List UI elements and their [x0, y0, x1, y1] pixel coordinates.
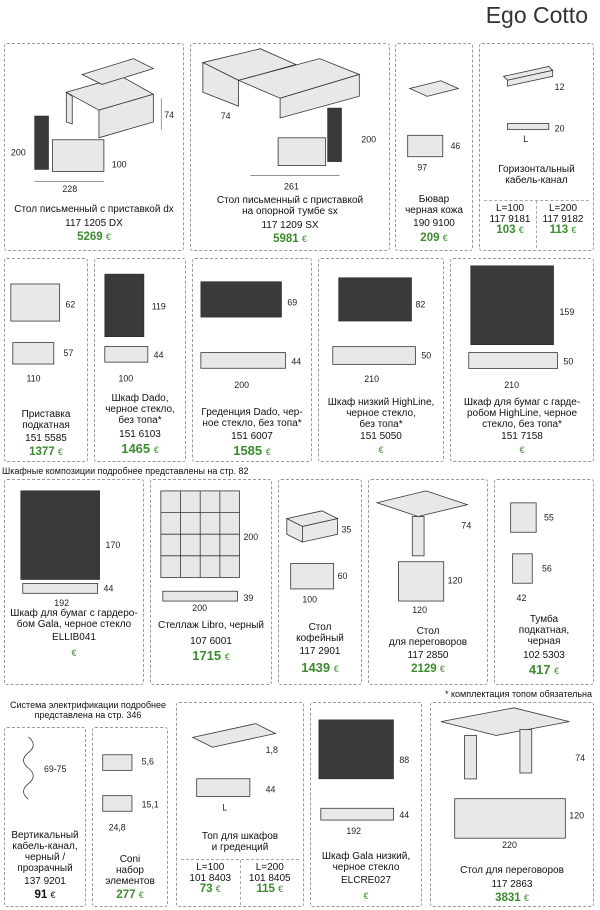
- product-name: Стеллаж Libro, черный: [157, 620, 265, 631]
- desk-sx-illustration: [191, 44, 389, 194]
- cable-channel-illustration: [480, 44, 593, 144]
- svg-text:50: 50: [421, 350, 432, 361]
- blotter-illustration: [396, 44, 472, 174]
- product-card-pedestal-extension[interactable]: [4, 258, 88, 462]
- product-card-gala-low[interactable]: [310, 702, 422, 907]
- product-card-cable-vertical[interactable]: [4, 727, 86, 907]
- svg-text:1,8: 1,8: [265, 745, 278, 756]
- product-code: 102 5303: [523, 650, 565, 661]
- svg-text:100: 100: [111, 159, 127, 170]
- product-code: 151 6007: [231, 431, 273, 442]
- product-price: €: [71, 648, 77, 658]
- product-price: 209 €: [420, 232, 448, 244]
- product-price: 5269 €: [77, 231, 111, 243]
- svg-text:74: 74: [220, 111, 231, 121]
- product-name: Шкаф низкий HighLine, черное стекло, без топа*: [327, 397, 435, 430]
- product-price: 277 €: [116, 889, 144, 901]
- product-code: 137 9201: [24, 876, 66, 887]
- product-code: 117 2863: [491, 879, 533, 890]
- product-code: 117 1205 DX: [65, 218, 123, 229]
- svg-text:200: 200: [234, 379, 250, 390]
- product-price: 91 €: [34, 889, 56, 901]
- coni-set-illustration: [93, 728, 167, 838]
- highline-low-illustration: [319, 259, 443, 389]
- product-card-mobile-pedestal[interactable]: [494, 479, 594, 685]
- product-price: €: [378, 445, 384, 455]
- product-card-blotter[interactable]: [395, 43, 473, 251]
- svg-text:97: 97: [417, 162, 428, 173]
- product-name: Шкаф Gala низкий, черное стекло: [321, 851, 411, 873]
- svg-text:44: 44: [153, 350, 164, 361]
- svg-text:56: 56: [542, 563, 552, 574]
- svg-text:69-75: 69-75: [44, 764, 67, 775]
- svg-text:192: 192: [346, 825, 362, 836]
- svg-text:50: 50: [563, 356, 574, 367]
- variant-item[interactable]: L=100 101 8403 73 €: [189, 862, 232, 895]
- svg-text:200: 200: [243, 532, 259, 543]
- variant-list: [484, 200, 589, 248]
- svg-text:55: 55: [544, 512, 554, 523]
- brand-title: Ego Cotto: [485, 2, 588, 28]
- product-card-dado-sideboard[interactable]: [192, 258, 312, 462]
- product-card-desk-sx[interactable]: [190, 43, 390, 251]
- desk-dx-illustration: [5, 44, 183, 194]
- svg-text:74: 74: [461, 520, 472, 531]
- dado-cabinet-illustration: [95, 259, 185, 389]
- product-code: 117 1209 SX: [261, 220, 319, 231]
- dado-sideboard-illustration: [193, 259, 311, 389]
- product-price: €: [519, 445, 525, 455]
- svg-text:44: 44: [103, 583, 114, 594]
- product-card-cabinet-top[interactable]: [176, 702, 304, 907]
- product-name: Стол кофейный: [296, 622, 344, 644]
- svg-text:69: 69: [287, 297, 298, 308]
- svg-text:159: 159: [559, 307, 575, 318]
- svg-text:120: 120: [412, 604, 428, 615]
- mobile-pedestal-illustration: [495, 480, 593, 610]
- highline-tall-illustration: [451, 259, 593, 389]
- product-card-gala-tall[interactable]: [4, 479, 144, 685]
- gala-tall-illustration: [5, 480, 143, 610]
- product-name: Вертикальный кабель-канал, черный / прозрачный: [11, 830, 79, 874]
- product-name: Топ для шкафов и греденций: [201, 831, 279, 853]
- product-name: Горизонтальный кабель-канал: [498, 164, 575, 186]
- product-card-coni-set[interactable]: [92, 727, 168, 907]
- svg-text:119: 119: [151, 301, 166, 312]
- product-name: Шкаф для бумаг с гарде- робом HighLine, черное стекло, без топа*: [463, 397, 581, 430]
- product-card-desk-dx[interactable]: [4, 43, 184, 251]
- product-name: Греденция Dado, чер- ное стекло, без топа*: [201, 407, 303, 429]
- variant-item[interactable]: L=100 117 9181 103 €: [489, 203, 531, 236]
- svg-text:88: 88: [399, 755, 410, 766]
- svg-text:44: 44: [399, 810, 410, 821]
- svg-text:42: 42: [516, 592, 527, 603]
- product-price: 2129 €: [411, 663, 445, 675]
- gala-low-illustration: [311, 703, 421, 836]
- product-code: 117 2901: [299, 646, 341, 657]
- product-card-coffee-table[interactable]: [278, 479, 362, 685]
- product-code: 117 2850: [407, 650, 449, 661]
- svg-text:100: 100: [302, 594, 318, 605]
- product-card-meeting-table-large[interactable]: [430, 702, 594, 907]
- cabinet-top-illustration: [177, 703, 303, 823]
- product-name: Шкаф для бумаг с гардеро- бом Gala, черное стекло: [10, 608, 138, 630]
- svg-text:5,6: 5,6: [141, 756, 154, 767]
- product-card-highline-low[interactable]: [318, 258, 444, 462]
- top-required-note: * комплектация топом обязательна: [445, 689, 592, 699]
- product-name: Приставка подкатная: [21, 409, 71, 431]
- svg-text:82: 82: [415, 299, 426, 310]
- svg-text:35: 35: [341, 524, 352, 535]
- product-name: Бювар черная кожа: [405, 194, 463, 216]
- product-code: 151 6103: [119, 429, 161, 440]
- product-price: 1377 €: [29, 446, 63, 458]
- product-code: 151 5585: [25, 433, 67, 444]
- svg-text:200: 200: [192, 602, 208, 613]
- svg-text:210: 210: [504, 380, 520, 391]
- product-price: 417 €: [528, 662, 560, 677]
- cabinets-note: Шкафные композиции подробнее представлены на стр. 82: [2, 466, 249, 476]
- product-code: ELLIB041: [52, 632, 96, 643]
- product-card-highline-tall[interactable]: [450, 258, 594, 462]
- variant-item[interactable]: L=200 101 8405 115 €: [240, 860, 300, 905]
- svg-text:261: 261: [284, 181, 299, 192]
- svg-text:74: 74: [164, 110, 175, 121]
- svg-text:15,1: 15,1: [141, 799, 159, 810]
- svg-text:44: 44: [265, 784, 276, 795]
- svg-text:100: 100: [118, 373, 134, 384]
- product-code: ELCRE027: [340, 875, 392, 886]
- svg-text:24,8: 24,8: [108, 822, 126, 833]
- product-price: €: [363, 891, 369, 901]
- product-card-dado-cabinet[interactable]: [94, 258, 186, 462]
- product-price: 1715 €: [192, 648, 230, 663]
- product-code: 190 9100: [413, 218, 455, 229]
- variant-list: [181, 859, 299, 905]
- product-name: Стол письменный с приставкой dx: [14, 204, 174, 215]
- product-name: Coni набор элементов: [105, 854, 155, 887]
- product-name: Стол для переговоров: [460, 865, 564, 876]
- svg-text:20: 20: [554, 123, 565, 134]
- libro-shelf-illustration: [151, 480, 271, 613]
- svg-text:46: 46: [450, 140, 461, 151]
- product-name: Стол письменный с приставкой на опорной тумбе sx: [216, 195, 364, 217]
- svg-text:39: 39: [243, 593, 254, 604]
- meeting-table-large-illustration: [431, 703, 593, 851]
- svg-text:200: 200: [361, 134, 377, 145]
- svg-text:220: 220: [502, 840, 517, 851]
- svg-text:74: 74: [575, 753, 586, 764]
- svg-text:44: 44: [291, 356, 302, 367]
- svg-text:110: 110: [26, 373, 41, 384]
- svg-text:62: 62: [65, 299, 76, 310]
- extension-illustration: [5, 259, 87, 389]
- product-card-cable-horizontal[interactable]: [479, 43, 594, 251]
- vertical-cable-illustration: [5, 728, 85, 818]
- product-price: 3831 €: [495, 892, 529, 904]
- product-code: 151 7158: [501, 431, 543, 442]
- svg-text:120: 120: [569, 810, 585, 821]
- product-price: 5981 €: [273, 233, 307, 245]
- product-card-meeting-table-square[interactable]: [368, 479, 488, 685]
- product-name: Шкаф Dado, черное стекло, без топа*: [105, 393, 175, 426]
- product-price: 1439 €: [301, 660, 339, 675]
- coffee-table-illustration: [279, 480, 361, 610]
- product-card-libro-shelf[interactable]: [150, 479, 272, 685]
- svg-text:200: 200: [10, 147, 26, 158]
- svg-text:L: L: [523, 134, 529, 145]
- variant-item[interactable]: L=200 117 9182 113 €: [536, 201, 589, 248]
- svg-text:192: 192: [54, 598, 70, 609]
- svg-text:60: 60: [337, 571, 348, 582]
- product-code: 151 5050: [360, 431, 402, 442]
- product-name: Стол для переговоров: [388, 626, 468, 648]
- svg-text:57: 57: [63, 348, 74, 359]
- svg-text:12: 12: [554, 82, 565, 93]
- svg-text:228: 228: [62, 184, 78, 195]
- svg-text:L: L: [222, 802, 228, 813]
- product-name: Тумба подкатная, черная: [518, 614, 570, 647]
- product-price: 1465 €: [121, 441, 159, 456]
- svg-text:170: 170: [105, 539, 121, 550]
- product-code: 107 6001: [190, 636, 232, 647]
- svg-text:210: 210: [364, 374, 380, 385]
- svg-text:120: 120: [447, 575, 463, 586]
- electrification-note: Система электрификации подробнее представлена на стр. 346: [10, 700, 166, 720]
- product-price: 1585 €: [233, 443, 271, 458]
- meeting-table-square-illustration: [369, 480, 487, 615]
